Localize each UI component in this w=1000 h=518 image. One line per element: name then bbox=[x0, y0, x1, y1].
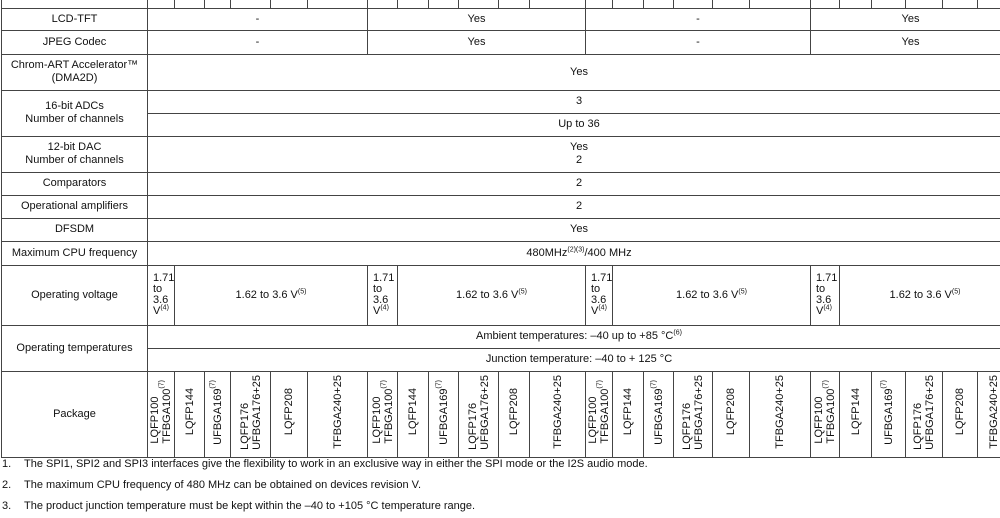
voltage-range-cell bbox=[398, 265, 586, 325]
row-dfsdm bbox=[2, 218, 1000, 241]
package-name: LQFP208 bbox=[954, 388, 966, 436]
footnote-ref: (4) bbox=[380, 304, 389, 312]
package-cell bbox=[674, 371, 713, 457]
package-name: TFBGA240+25 bbox=[988, 375, 1000, 449]
footnote-ref: (7) bbox=[208, 379, 216, 389]
row-cpu-frequency bbox=[2, 241, 1000, 265]
package-name: LQFP176 UFBGA176+25 bbox=[238, 374, 263, 450]
package-name: LQFP100 TFBGA100$^{(7)}$ bbox=[370, 380, 395, 444]
footnote-text: The maximum CPU frequency of 480 MHz can be obtained on devices revision V. bbox=[24, 479, 422, 491]
row-label: Operating voltage bbox=[2, 265, 148, 325]
footnote-number: 3. bbox=[2, 500, 12, 512]
package-cell bbox=[906, 371, 943, 457]
package-cell bbox=[750, 371, 811, 457]
package-cell bbox=[499, 371, 530, 457]
footnote-ref: (6) bbox=[673, 329, 682, 337]
package-cell bbox=[271, 371, 308, 457]
footnote-ref: (7) bbox=[822, 380, 830, 389]
voltage-line: 1.71 bbox=[153, 272, 175, 284]
package-cell bbox=[840, 371, 872, 457]
footnote-ref: (2)(3) bbox=[567, 245, 585, 253]
footnote-number: 2. bbox=[2, 479, 12, 491]
cell-value: - bbox=[586, 30, 811, 54]
voltage-line: 1.71 bbox=[591, 272, 613, 284]
row-operating-voltage bbox=[2, 265, 1000, 325]
package-name: LQFP208 bbox=[725, 388, 737, 436]
row-label: Operational amplifiers bbox=[2, 195, 148, 218]
footnote-ref: (4) bbox=[823, 304, 832, 312]
top-cut-row bbox=[2, 0, 1000, 8]
package-name: LQFP100 TFBGA100$^{(7)}$ bbox=[149, 380, 173, 444]
package-cell bbox=[644, 371, 674, 457]
row-comparators bbox=[2, 172, 1000, 195]
footnote-text: The SPI1, SPI2 and SPI3 interfaces give the flexibility to work in an exclusive way in either the SPI mode or the I2S audio mode. bbox=[24, 458, 648, 470]
package-cell bbox=[231, 371, 271, 457]
voltage-line: 3.6 bbox=[591, 294, 607, 306]
row-label bbox=[2, 136, 148, 172]
spec-table bbox=[1, 0, 1000, 458]
footnote-ref: (4) bbox=[598, 304, 607, 312]
footnote-ref: (5) bbox=[518, 287, 527, 295]
package-cell bbox=[368, 371, 398, 457]
cell-value: Yes bbox=[368, 8, 586, 30]
package-cell bbox=[398, 371, 429, 457]
voltage-unit: V bbox=[373, 305, 381, 317]
row-temps-ambient bbox=[2, 325, 1000, 348]
package-cell bbox=[943, 371, 978, 457]
row-label bbox=[2, 90, 148, 136]
row-label: JPEG Codec bbox=[2, 30, 148, 54]
cell-value bbox=[148, 136, 1000, 172]
cell-value: - bbox=[148, 30, 368, 54]
footnote-ref: (7) bbox=[158, 380, 166, 389]
cell-value bbox=[148, 325, 1000, 348]
voltage-unit: V bbox=[153, 305, 161, 317]
cpu-max: 480MHz bbox=[526, 246, 568, 259]
package-name: TFBGA240+25 bbox=[774, 375, 786, 449]
voltage-range: 1.62 to 3.6 V bbox=[676, 288, 739, 301]
package-name: LQFP208 bbox=[508, 388, 520, 436]
package-name: LQFP176 UFBGA176+25 bbox=[912, 374, 936, 450]
row-chrom-art bbox=[2, 54, 1000, 90]
package-cell bbox=[429, 371, 459, 457]
label-line: Number of channels bbox=[25, 113, 124, 125]
footnote-ref: (4) bbox=[160, 304, 169, 312]
package-cell bbox=[308, 371, 368, 457]
footnote-ref: (7) bbox=[649, 379, 657, 389]
cell-value: 2 bbox=[148, 195, 1000, 218]
package-name: LQFP176 UFBGA176+25 bbox=[681, 374, 705, 450]
label-line: 16-bit ADCs bbox=[45, 100, 104, 112]
cell-value bbox=[148, 241, 1000, 265]
package-name: UFBGA169$^{(7)}$ bbox=[879, 379, 895, 445]
footnote-ref: (5) bbox=[951, 287, 961, 295]
voltage-range-cell bbox=[613, 265, 811, 325]
voltage-unit: V bbox=[816, 305, 824, 317]
package-cell bbox=[175, 371, 205, 457]
voltage-line bbox=[373, 306, 397, 317]
voltage-line: 1.71 bbox=[816, 272, 838, 284]
row-dac bbox=[2, 136, 1000, 172]
package-cell bbox=[459, 371, 499, 457]
footnote-ref: (7) bbox=[434, 379, 442, 389]
voltage-line bbox=[591, 306, 612, 317]
label-line: Number of channels bbox=[25, 154, 124, 166]
cell-value: Yes bbox=[148, 218, 1000, 241]
cell-value: Yes bbox=[811, 30, 1000, 54]
package-name: LQFP176 UFBGA176+25 bbox=[466, 374, 491, 450]
package-cell bbox=[811, 371, 840, 457]
voltage-range: 1.62 to 3.6 V bbox=[456, 288, 519, 301]
voltage-range-cell bbox=[840, 265, 1000, 325]
package-cell bbox=[205, 371, 231, 457]
row-label bbox=[2, 54, 148, 90]
voltage-low-cell bbox=[148, 265, 175, 325]
package-name: LQFP144 bbox=[183, 388, 196, 436]
footnote-ref: (7) bbox=[596, 380, 604, 389]
voltage-line: 3.6 bbox=[153, 294, 169, 306]
value-line: 2 bbox=[575, 154, 583, 166]
label-line: 12-bit DAC bbox=[47, 141, 102, 153]
package-name: LQFP144 bbox=[622, 388, 634, 436]
row-adc-a bbox=[2, 90, 1000, 113]
package-cell bbox=[586, 371, 613, 457]
cell-value: Junction temperature: –40 to + 125 °C bbox=[148, 348, 1000, 371]
voltage-low-cell bbox=[811, 265, 840, 325]
voltage-line: to bbox=[816, 283, 826, 295]
row-package bbox=[2, 371, 1000, 457]
cell-value: Yes bbox=[368, 30, 586, 54]
row-temps-junction bbox=[2, 348, 1000, 371]
voltage-line: 3.6 bbox=[373, 294, 389, 306]
package-cell bbox=[978, 371, 1000, 457]
voltage-line bbox=[153, 306, 174, 317]
row-adc-b bbox=[2, 113, 1000, 136]
voltage-line: to bbox=[153, 283, 163, 295]
package-cell bbox=[148, 371, 175, 457]
cell-value: - bbox=[148, 8, 368, 30]
package-cell bbox=[872, 371, 906, 457]
footnote-ref: (7) bbox=[379, 380, 387, 389]
package-name: TFBGA240+25 bbox=[551, 375, 564, 449]
voltage-low-cell bbox=[586, 265, 613, 325]
cell-value: - bbox=[586, 8, 811, 30]
voltage-range-cell bbox=[175, 265, 368, 325]
package-name: LQFP100 TFBGA100$^{(7)}$ bbox=[813, 380, 837, 444]
footnote-ref: (5) bbox=[297, 287, 307, 295]
footnote-ref: (5) bbox=[738, 287, 747, 295]
voltage-low-cell bbox=[368, 265, 398, 325]
package-name: LQFP100 TFBGA100$^{(7)}$ bbox=[587, 380, 611, 444]
package-name: LQFP144 bbox=[407, 388, 419, 436]
package-name: LQFP144 bbox=[849, 388, 862, 436]
cell-value: Yes bbox=[811, 8, 1000, 30]
cpu-alt: /400 MHz bbox=[584, 246, 632, 259]
footnote-ref: (7) bbox=[879, 379, 887, 389]
package-cell bbox=[713, 371, 750, 457]
voltage-line: to bbox=[591, 283, 601, 295]
voltage-range: 1.62 to 3.6 V bbox=[889, 288, 952, 301]
voltage-unit: V bbox=[591, 305, 599, 317]
package-name: TFBGA240+25 bbox=[331, 375, 344, 449]
label-line: (DMA2D) bbox=[51, 72, 98, 84]
package-name: UFBGA169$^{(7)}$ bbox=[434, 379, 450, 445]
package-name: UFBGA169$^{(7)}$ bbox=[208, 379, 224, 445]
voltage-line: 1.71 bbox=[373, 272, 395, 284]
voltage-line: 3.6 bbox=[816, 294, 832, 306]
label-line: Chrom-ART Accelerator™ bbox=[10, 59, 139, 71]
row-label: Comparators bbox=[2, 172, 148, 195]
footnote-text: The product junction temperature must be kept within the –40 to +105 °C temperature range. bbox=[24, 500, 476, 512]
package-cell bbox=[613, 371, 644, 457]
voltage-line bbox=[816, 306, 839, 317]
cell-value: Yes bbox=[148, 54, 1000, 90]
value-line: Yes bbox=[570, 141, 588, 153]
row-label: Maximum CPU frequency bbox=[2, 241, 148, 265]
row-lcd-tft bbox=[2, 8, 1000, 30]
package-name: LQFP208 bbox=[283, 388, 295, 436]
voltage-line: to bbox=[373, 283, 383, 295]
package-cell bbox=[530, 371, 586, 457]
row-label: LCD-TFT bbox=[2, 8, 148, 30]
footnote-number: 1. bbox=[2, 458, 12, 470]
row-label: DFSDM bbox=[2, 218, 148, 241]
row-opamps bbox=[2, 195, 1000, 218]
cell-value: 3 bbox=[148, 90, 1000, 113]
ambient-temp: Ambient temperatures: –40 up to +85 °C bbox=[476, 330, 674, 342]
row-label: Operating temperatures bbox=[2, 325, 148, 371]
cell-value: Up to 36 bbox=[148, 113, 1000, 136]
package-name: UFBGA169$^{(7)}$ bbox=[649, 379, 665, 445]
row-jpeg-codec bbox=[2, 30, 1000, 54]
row-label: Package bbox=[2, 371, 148, 457]
cell-value: 2 bbox=[148, 172, 1000, 195]
voltage-range: 1.62 to 3.6 V bbox=[235, 288, 298, 301]
